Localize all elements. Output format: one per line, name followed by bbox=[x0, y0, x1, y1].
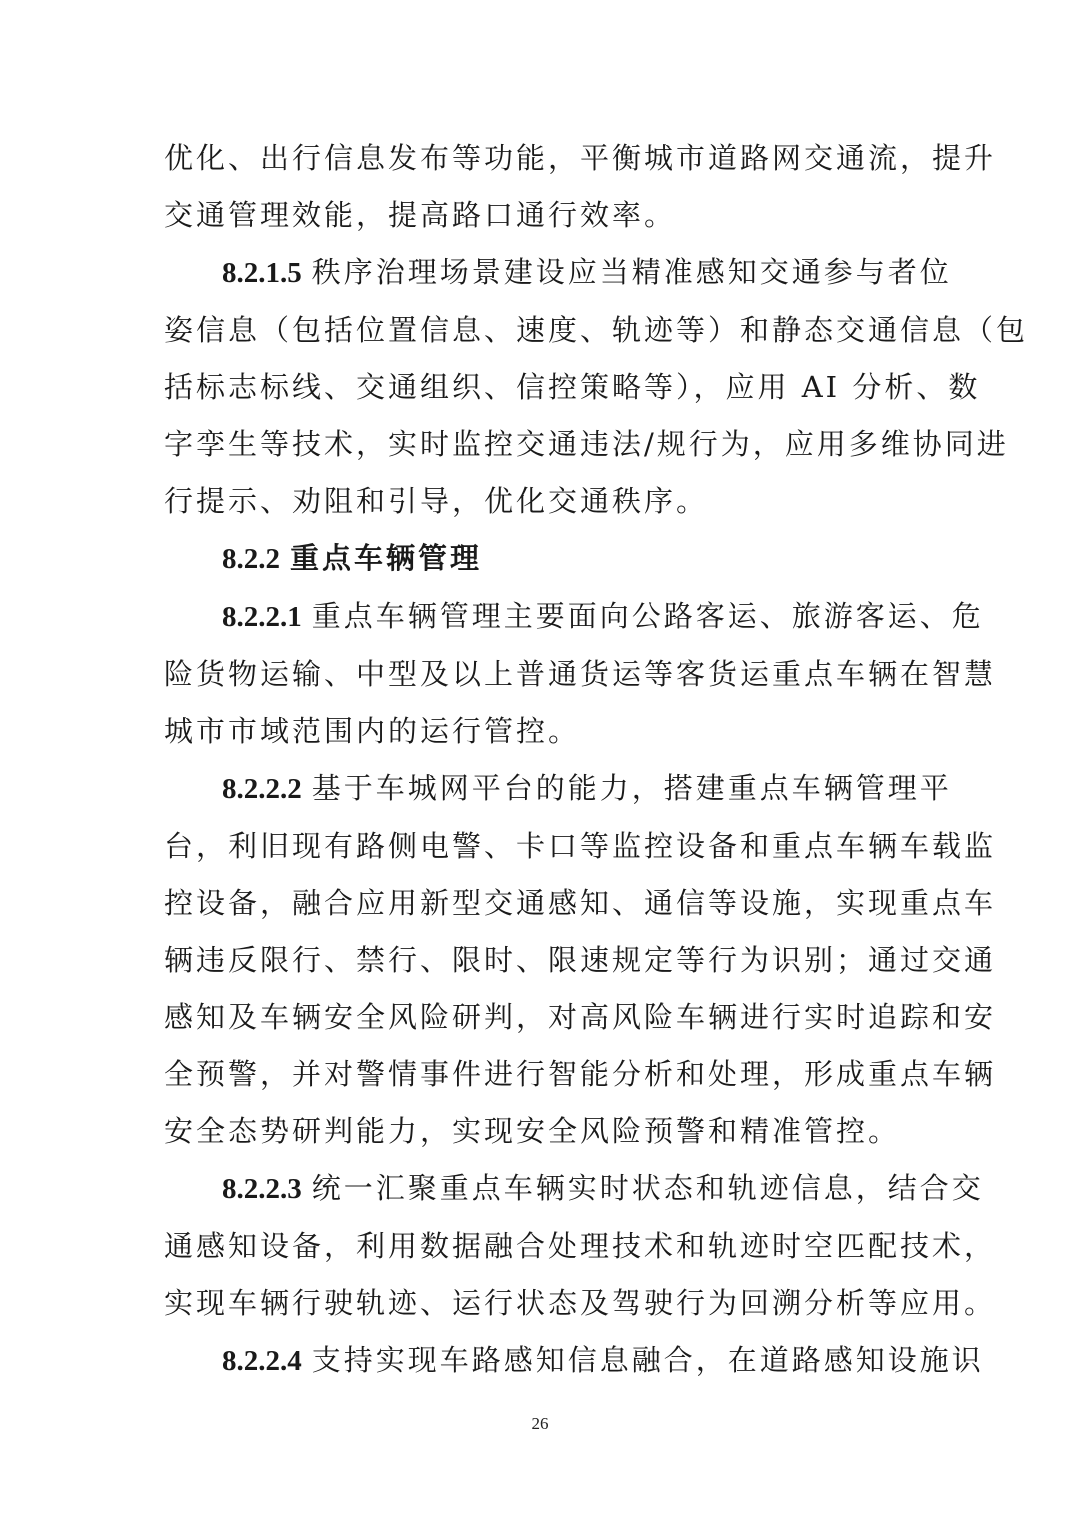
text-line: 行提示、劝阻和引导，优化交通秩序。 bbox=[164, 484, 709, 518]
text-line bbox=[164, 588, 984, 646]
clause-8-2-2-4 bbox=[164, 1332, 984, 1390]
text-line: 优化、出行信息发布等功能，平衡城市道路网交通流，提升 bbox=[164, 141, 997, 175]
paragraph-continuation bbox=[164, 130, 997, 244]
section-title: 重点车辆管理 bbox=[290, 541, 483, 575]
clause-number: 8.2.1.5 bbox=[222, 257, 302, 289]
text-line: 险货物运输、中型及以上普通货运等客货运重点车辆在智慧 bbox=[164, 657, 997, 691]
text-line: 安全态势研判能力，实现安全风险预警和精准管控。 bbox=[164, 1114, 901, 1148]
text-line: 控设备，融合应用新型交通感知、通信等设施，实现重点车 bbox=[164, 886, 997, 920]
clause-8-2-1-5 bbox=[164, 244, 1029, 530]
document-body bbox=[164, 130, 1029, 1390]
text-line: 台，利旧现有路侧电警、卡口等监控设备和重点车辆车载监 bbox=[164, 829, 997, 863]
clause-number: 8.2.2.4 bbox=[222, 1345, 302, 1377]
text-line: 通感知设备，利用数据融合处理技术和轨迹时空匹配技术， bbox=[164, 1229, 997, 1263]
text-line bbox=[164, 244, 952, 302]
clause-number: 8.2.2.2 bbox=[222, 773, 302, 805]
text-line: 实现车辆行驶轨迹、运行状态及驾驶行为回溯分析等应用。 bbox=[164, 1286, 997, 1320]
text-segment: 秩序治理场景建设应当精准感知交通参与者位 bbox=[311, 255, 952, 289]
text-segment: 统一汇聚重点车辆实时状态和轨迹信息，结合交 bbox=[311, 1171, 984, 1205]
text-line: 感知及车辆安全风险研判，对高风险车辆进行实时追踪和安 bbox=[164, 1000, 997, 1034]
text-segment: 重点车辆管理主要面向公路客运、旅游客运、危 bbox=[311, 599, 984, 633]
text-line: 交通管理效能，提高路口通行效率。 bbox=[164, 198, 677, 232]
text-line bbox=[164, 1332, 984, 1390]
text-line bbox=[164, 530, 916, 588]
text-line: 括标志标线、交通组织、信控策略等），应用 AI 分析、数 bbox=[164, 370, 981, 404]
text-line: 字孪生等技术，实时监控交通违法/规行为，应用多维协同进 bbox=[164, 427, 1009, 461]
text-line bbox=[164, 1160, 984, 1218]
clause-8-2-2-3 bbox=[164, 1160, 997, 1332]
text-line: 辆违反限行、禁行、限时、限速规定等行为识别；通过交通 bbox=[164, 943, 997, 977]
text-segment: 基于车城网平台的能力，搭建重点车辆管理平 bbox=[311, 771, 952, 805]
page-number: 26 bbox=[531, 1414, 549, 1433]
clause-8-2-2-2 bbox=[164, 760, 997, 1160]
section-number: 8.2.2 bbox=[222, 543, 280, 575]
text-line: 姿信息（包括位置信息、速度、轨迹等）和静态交通信息（包 bbox=[164, 313, 1029, 347]
text-line: 城市市域范围内的运行管控。 bbox=[164, 714, 581, 748]
text-line: 全预警，并对警情事件进行智能分析和处理，形成重点车辆 bbox=[164, 1057, 997, 1091]
clause-number: 8.2.2.1 bbox=[222, 601, 302, 633]
text-segment: 支持实现车路感知信息融合，在道路感知设施识 bbox=[311, 1343, 984, 1377]
section-heading-8-2-2 bbox=[164, 530, 916, 588]
text-line bbox=[164, 760, 952, 818]
clause-8-2-2-1 bbox=[164, 588, 997, 760]
clause-number: 8.2.2.3 bbox=[222, 1173, 302, 1205]
